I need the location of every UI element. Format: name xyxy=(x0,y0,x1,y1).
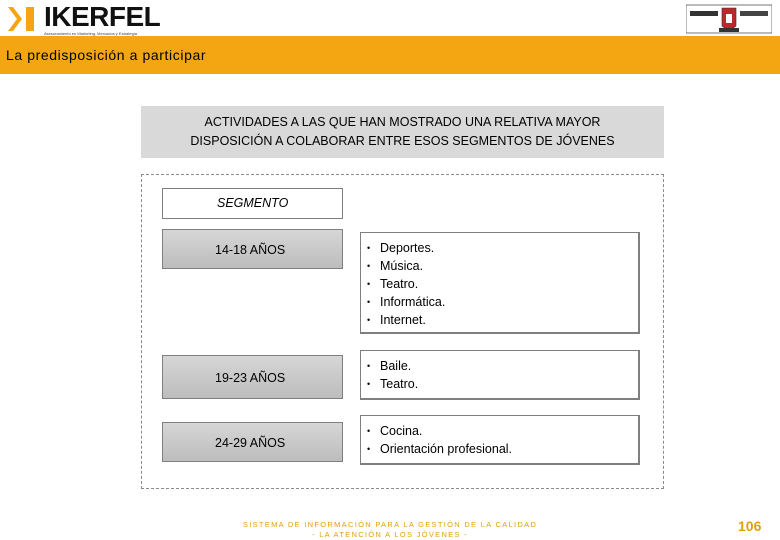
header-banner xyxy=(0,36,780,74)
activity-item: • Teatro. xyxy=(367,275,638,293)
activities-list xyxy=(367,239,638,329)
activities-list xyxy=(367,422,638,458)
city-emblem-icon xyxy=(686,4,772,34)
slide-title-line-2: DISPOSICIÓN A COLABORAR ENTRE ESOS SEGMENTOS DE JÓVENES xyxy=(190,134,615,148)
activities-box xyxy=(360,232,640,334)
activities-list xyxy=(367,357,638,393)
logo-tagline: Asesoramiento en Marketing, Mercados y Estrategia xyxy=(44,31,137,36)
segment-label-box xyxy=(162,355,343,399)
activities-box xyxy=(360,415,640,465)
segment-label: 14-18 AÑOS xyxy=(215,243,286,257)
activity-item: • Baile. xyxy=(367,357,638,375)
segment-label: 24-29 AÑOS xyxy=(215,436,286,450)
activity-item: • Informática. xyxy=(367,293,638,311)
segment-label: 19-23 AÑOS xyxy=(215,371,286,385)
activity-item: • Orientación profesional. xyxy=(367,440,638,458)
footer-line-1: SISTEMA DE INFORMACIÓN PARA LA GESTIÓN DE LA CALIDAD xyxy=(242,520,538,529)
segment-label-box xyxy=(162,229,343,269)
activities-box xyxy=(360,350,640,400)
activity-item: • Cocina. xyxy=(367,422,638,440)
logo-chevron-icon xyxy=(8,5,38,33)
slide-title-line-1: ACTIVIDADES A LAS QUE HAN MOSTRADO UNA RELATIVA MAYOR xyxy=(204,115,601,129)
activity-item: • Teatro. xyxy=(367,375,638,393)
page-number: 106 xyxy=(738,518,762,534)
activity-item: • Música. xyxy=(367,257,638,275)
footer-line-2: - LA ATENCIÓN A LOS JÓVENES - xyxy=(312,530,468,539)
header xyxy=(0,0,780,36)
slide-title xyxy=(141,106,664,158)
segment-column-header: SEGMENTO xyxy=(162,188,343,219)
segment-label-box xyxy=(162,422,343,462)
activity-item: • Internet. xyxy=(367,311,638,329)
footer-caption xyxy=(220,520,560,540)
activity-item: • Deportes. xyxy=(367,239,638,257)
logo-text: IKERFEL xyxy=(44,1,161,32)
page-title: La predisposición a participar xyxy=(6,47,207,63)
